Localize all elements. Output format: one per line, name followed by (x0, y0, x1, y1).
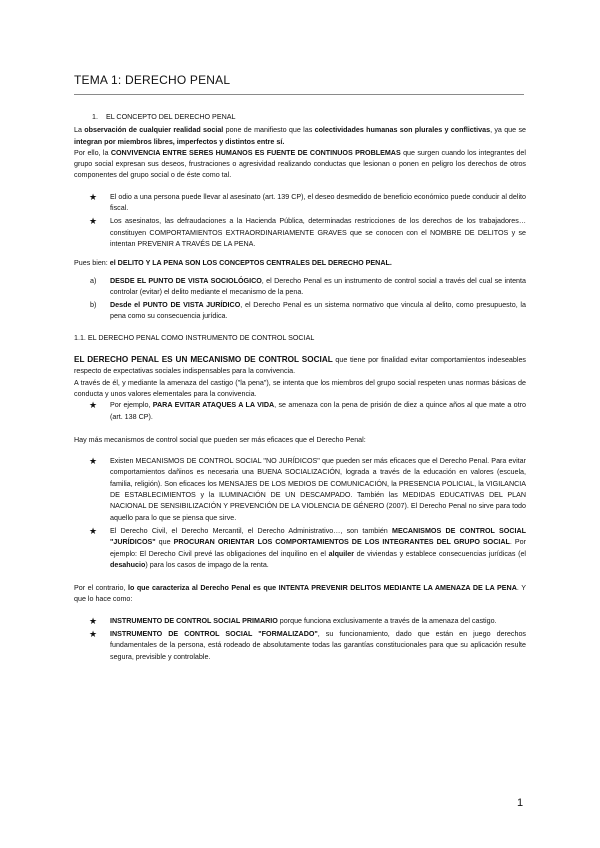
page-title: TEMA 1: DERECHO PENAL (74, 73, 231, 87)
intro-paragraph: La observación de cualquier realidad social pone de manifiesto que las colectividades humanas son plurales y conflictivas, ya que se integran por miembros libres, imperfectos y distintos entre sí. (74, 126, 526, 146)
convivencia-paragraph: Por ello, la CONVIVENCIA ENTRE SERES HUMANOS ES FUENTE DE CONTINUOS PROBLEMAS que surgen cuando los integrantes del grupo social expresan sus deseos, frustraciones o agresividad realizando conductas que lesionan o ponen en peligro los derechos de otros componentes del grupo social o de éste como tal. (74, 148, 526, 180)
mecanismo-paragraph: EL DERECHO PENAL ES UN MECANISMO DE CONTROL SOCIAL que tiene por finalidad evitar comportamientos indeseables respecto de expectativas sociales indispensables para la convivencia. (74, 355, 526, 376)
section-title: EL CONCEPTO DEL DERECHO PENAL (105, 113, 236, 121)
page-number: 1 (517, 797, 524, 809)
amenaza-paragraph: A través de él, y mediante la amenaza del castigo ("la pena"), se intenta que los miembros del grupo social respeten unas normas básicas de conducta y unos valores elementales para la convivencia. (74, 378, 526, 398)
star-icon: ★ (89, 216, 98, 227)
list-item: ★ INSTRUMENTO DE CONTROL SOCIAL "FORMALIZADO", su funcionamiento, dado que están en juego derechos fundamentales de la persona, está rodeado de absolutamente todas las garantías constitucionales para que su aplicación resulte segura, previsible y controlable. (89, 628, 526, 661)
star-icon: ★ (89, 400, 98, 411)
list-item: ★ El Derecho Civil, el Derecho Mercantil, el Derecho Administrativo…, son también MECANISMOS DE CONTROL SOCIAL "JURÍDICOS" que PROCURAN ORIENTAR LOS COMPORTAMIENTOS DE LOS INTEGRANTES DEL GRUPO SOCIAL. Por ejemplo: El Derecho Civil prevé las obligaciones del inquilino en el alquiler de viviendas y establece consecuencias jurídicas (el desahucio) para los casos de impago de la renta. (89, 525, 527, 569)
list-item: ★ El odio a una persona puede llevar al asesinato (art. 139 CP), el deseo desmedido de beneficio económico puede conducir al delito fiscal. (89, 191, 526, 213)
section-heading (74, 112, 526, 123)
characteristics-list (74, 616, 526, 663)
pues-bien-paragraph: Pues bien: el DELITO Y LA PENA SON LOS CONCEPTOS CENTRALES DEL DERECHO PENAL. (74, 259, 392, 268)
star-icon: ★ (89, 456, 98, 467)
vida-list (74, 400, 526, 423)
star-icon: ★ (89, 628, 98, 639)
section-number: 1. (92, 113, 98, 121)
document-body (74, 112, 526, 665)
list-item: ★ Por ejemplo, PARA EVITAR ATAQUES A LA VIDA, se amenaza con la pena de prisión de diez a quince años al que mate a otro (art. 138 CP). (89, 400, 526, 421)
star-icon: ★ (89, 191, 98, 202)
star-icon: ★ (89, 525, 98, 536)
list-item: ★ Los asesinatos, las defraudaciones a la Hacienda Pública, determinadas restricciones de los derechos de los trabajadores…constituyen COMPORTAMIENTOS EXTRAORDINARIAMENTE GRAVES que se conocen con el NOMBRE DE DELITOS y se intentan PREVENIR A TRAVÉS DE LA PENA. (89, 216, 526, 248)
list-item: b) Desde el PUNTO DE VISTA JURÍDICO, el Derecho Penal es un sistema normativo que vincula al delito, como presupuesto, la pena como su consecuencia jurídica. (90, 301, 526, 321)
list-item: ★ Existen MECANISMOS DE CONTROL SOCIAL "NO JURÍDICOS" que pueden ser más eficaces que el Derecho Penal. Para evitar comportamientos dañinos es necesaria una BUENA SOCIALIZACIÓN, lograda a través de la educación en valores (escuela, familia, religión). Son eficaces los MENSAJES DE LOS MEDIOS DE COMUNICACIÓN, la PRESENCIA POLICIAL, la VIGILANCIA DE ESTABLECIMIENTOS y la ILUMINACIÓN DE UN DESCAMPADO. También las MEDIDAS EDUCATIVAS DEL PLAN NACIONAL DE SENSIBILIZACIÓN Y PREVENCIÓN DE LA VIOLENCIA DE GÉNERO (2007). El Derecho Penal no sirve para todo aquello para lo que se piensa que sirve. (89, 456, 526, 522)
list-item: a) DESDE EL PUNTO DE VISTA SOCIOLÓGICO, el Derecho Penal es un instrumento de control social a través del cual se intenta controlar (evitar) el delito mediante el mecanismo de la pena. (90, 276, 526, 296)
examples-list (74, 192, 526, 250)
title-divider (74, 94, 524, 95)
hay-mas-paragraph: Hay más mecanismos de control social que pueden ser más eficaces que el Derecho Penal: (74, 435, 366, 444)
mechanisms-list (74, 456, 526, 571)
contrario-paragraph: Por el contrario, lo que caracteriza al Derecho Penal es que INTENTA PREVENIR DELITOS MEDIANTE LA AMENAZA DE LA PENA. Y que lo hace como: (74, 584, 527, 604)
viewpoints-list (74, 276, 526, 323)
star-icon: ★ (89, 615, 98, 626)
list-item: ★ INSTRUMENTO DE CONTROL SOCIAL PRIMARIO porque funciona exclusivamente a través de la amenaza del castigo. (89, 615, 497, 626)
subsection-heading: 1.1. EL DERECHO PENAL COMO INSTRUMENTO DE CONTROL SOCIAL (74, 333, 315, 342)
